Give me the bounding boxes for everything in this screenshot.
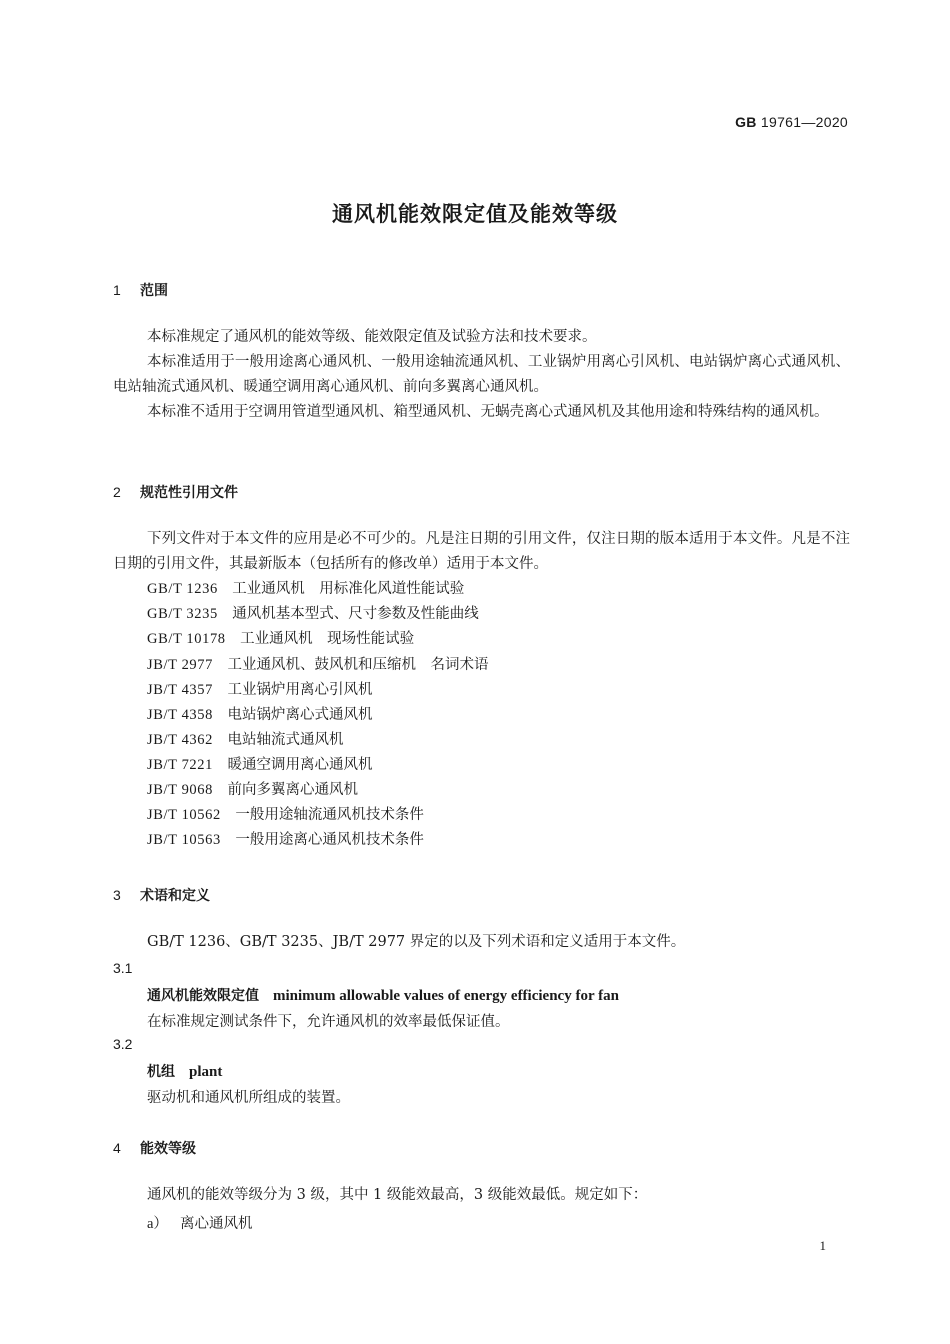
paragraph: GB/T 1236、GB/T 3235、JB/T 2977 界定的以及下列术语和定义适用于本文件。 [147, 934, 686, 950]
term-entry [147, 1061, 222, 1081]
section-number: 4 [113, 1140, 121, 1156]
reference-item [147, 728, 343, 753]
section-title: 范围 [140, 283, 168, 299]
standard-prefix: GB [735, 114, 757, 130]
section-title: 术语和定义 [140, 888, 210, 904]
reference-name: 工业通风机 现场性能试验 [240, 631, 415, 647]
reference-code: JB/T 10563 [147, 832, 221, 848]
reference-code: GB/T 10178 [147, 631, 226, 647]
section-title: 规范性引用文件 [140, 485, 238, 501]
reference-name: 一般用途轴流通风机技术条件 [235, 807, 424, 823]
section-1-heading [113, 280, 168, 300]
section-number: 3 [113, 887, 121, 903]
section-3-heading [113, 885, 210, 905]
reference-code: JB/T 4357 [147, 682, 213, 698]
reference-item [147, 828, 424, 853]
reference-item [147, 753, 372, 778]
document-title: 通风机能效限定值及能效等级 [332, 202, 618, 226]
reference-name: 暖通空调用离心通风机 [227, 757, 373, 773]
reference-item [147, 627, 414, 652]
term-cn: 通风机能效限定值 [147, 988, 259, 1004]
section-number: 2 [113, 484, 121, 500]
section-number: 1 [113, 282, 121, 298]
reference-code: JB/T 7221 [147, 757, 213, 773]
reference-code: GB/T 3235 [147, 606, 218, 622]
term-en: plant [189, 1064, 223, 1080]
clause-number: 3.1 [113, 960, 133, 976]
standard-number: 19761—2020 [760, 114, 848, 130]
reference-item [147, 778, 358, 803]
term-definition: 驱动机和通风机所组成的装置。 [147, 1090, 350, 1106]
reference-name: 电站轴流式通风机 [227, 732, 344, 748]
term-definition: 在标准规定测试条件下，允许通风机的效率最低保证值。 [147, 1014, 510, 1030]
reference-code: GB/T 1236 [147, 581, 218, 597]
paragraph: 本标准适用于一般用途离心通风机、一般用途轴流通风机、工业锅炉用离心引风机、电站锅炉离心式通风机、电站轴流式通风机、暖通空调用离心通风机、前向多翼离心通风机。 [113, 354, 850, 395]
list-marker: a） [147, 1216, 168, 1232]
term-cn: 机组 [147, 1064, 175, 1080]
paragraph: 下列文件对于本文件的应用是必不可少的。凡是注日期的引用文件，仅注日期的版本适用于本文件。凡是不注日期的引用文件，其最新版本（包括所有的修改单）适用于本文件。 [113, 531, 850, 572]
reference-item [147, 803, 424, 828]
reference-name: 通风机基本型式、尺寸参数及性能曲线 [232, 606, 479, 622]
reference-name: 工业通风机、鼓风机和压缩机 名词术语 [227, 657, 489, 673]
section-2-heading [113, 482, 238, 502]
paragraph: 本标准不适用于空调用管道型通风机、箱型通风机、无蜗壳离心式通风机及其他用途和特殊结构的通风机。 [147, 404, 829, 420]
reference-name: 一般用途离心通风机技术条件 [235, 832, 424, 848]
reference-code: JB/T 10562 [147, 807, 221, 823]
section-4-heading [113, 1138, 196, 1158]
reference-name: 电站锅炉离心式通风机 [227, 707, 373, 723]
paragraph: 通风机的能效等级分为 3 级，其中 1 级能效最高，3 级能效最低。规定如下： [147, 1187, 648, 1203]
reference-code: JB/T 2977 [147, 657, 213, 673]
reference-name: 前向多翼离心通风机 [227, 782, 358, 798]
list-item [147, 1212, 253, 1233]
reference-item [147, 602, 479, 627]
reference-item [147, 678, 372, 703]
term-entry [147, 985, 619, 1005]
section-title: 能效等级 [140, 1141, 196, 1157]
term-en: minimum allowable values of energy efficiency for fan [273, 988, 619, 1004]
reference-name: 工业通风机 用标准化风道性能试验 [232, 581, 465, 597]
reference-item [147, 577, 464, 602]
reference-item [147, 703, 372, 728]
page-number: 1 [819, 1238, 826, 1253]
reference-code: JB/T 9068 [147, 782, 213, 798]
standard-code [735, 114, 848, 130]
reference-name: 工业锅炉用离心引风机 [227, 682, 373, 698]
clause-number: 3.2 [113, 1036, 133, 1052]
list-text: 离心通风机 [180, 1216, 253, 1232]
reference-item [147, 653, 488, 678]
reference-code: JB/T 4362 [147, 732, 213, 748]
paragraph: 本标准规定了通风机的能效等级、能效限定值及试验方法和技术要求。 [147, 329, 597, 345]
reference-code: JB/T 4358 [147, 707, 213, 723]
